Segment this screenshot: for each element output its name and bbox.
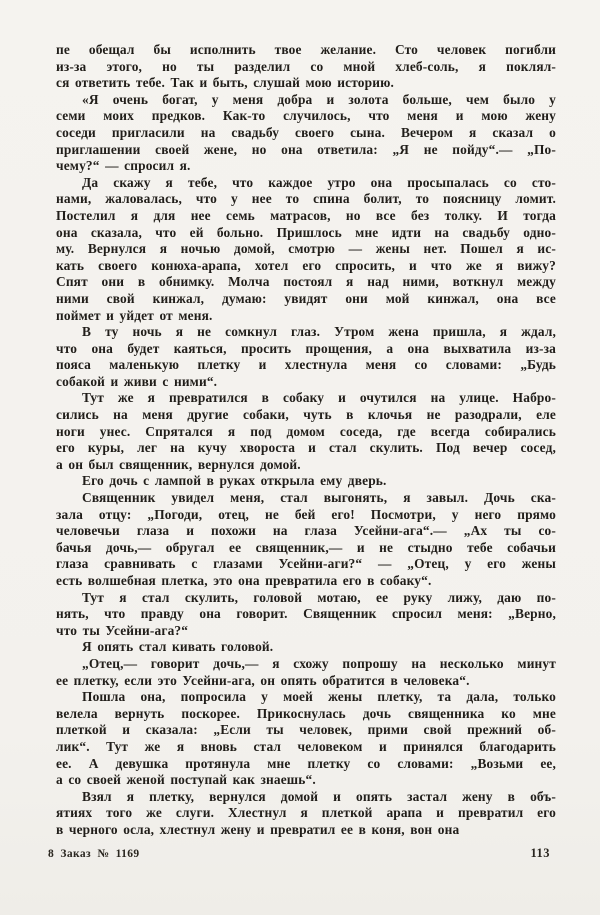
text-line: му. Вернулся я ночью домой, смотрю — жены нет. Пошел я ис- [56,241,556,257]
text-line: Священник увидел меня, стал выгонять, я завыл. Дочь ска- [82,490,556,506]
paragraph [56,390,556,473]
text-line: ее плетку, если это Усейни-ага, он опять обратится в человека“. [56,672,470,688]
text-line: а он был священник, вернулся домой. [56,456,301,472]
text-line: в черного осла, хлестнул жену и превратил ее в коня, вон она [56,821,460,837]
text-line: бачья дочь,— обругал ее священник,— и не стыдно тебе собачьи [56,539,556,555]
text-line: сились на меня другие собаки, чуть в клочья не разодрали, еле [56,407,556,423]
paragraph [56,92,556,175]
paragraph [56,689,556,789]
text-line: Постелил я для нее семь матрасов, но все без толку. И тогда [56,207,556,223]
text-line: она сказала, что ей больно. Пришлось мне идти на свадьбу одно- [56,224,556,240]
page-number: 113 [530,846,550,860]
text-line: плеткой и сказала: „Если ты человек, прими свой прежний об- [56,722,556,738]
text-line: поймет и уйдет от меня. [56,307,213,323]
paragraph [56,175,556,324]
text-line: лик“. Тут же я вновь стал человеком и принялся благодарить [56,738,556,754]
text-line: что ты Усейни-ага?“ [56,622,189,638]
text-line: кать своего конюха-арапа, хотел его спросить, и что же я вижу? [56,257,556,273]
text-line: Я опять стал кивать головой. [82,639,274,655]
text-line: Тут я стал скулить, головой мотаю, ее руку лижу, даю по- [82,589,556,605]
text-line: зала отцу: „Погоди, отец, не бей его! Посмотри, у него прямо [56,506,556,522]
text-line: а со своей женой поступай как знаешь“. [56,772,316,788]
paragraph [56,656,556,689]
text-line: В ту ночь я не сомкнул глаз. Утром жена пришла, я ждал, [82,324,556,340]
page-footer [48,846,550,861]
paragraph [56,490,556,590]
text-line: велела вернуть поскорее. Прикоснулась дочь священника ко мне [56,705,556,721]
text-line: «Я очень богат, у меня добра и золота больше, чем было у [82,91,556,107]
text-line: его куры, лег на кучу хвороста и стал скулить. Под вечер сосед, [56,440,556,456]
text-line: собакой и живи с ними“. [56,373,218,389]
text-line: ними свой кинжал, думаю: увидят они мой кинжал, она все [56,290,556,306]
text-line: ноги унес. Спрятался я под домом соседа, где всегда собирались [56,423,556,439]
text-line: соседи пригласили на свадьбу своего сына. Вечером я сказал о [56,124,556,140]
text-line: из-за этого, но ты разделил со мной хлеб-соль, я поклял- [56,58,556,74]
text-block [56,42,556,839]
text-line: есть волшебная плетка, это она превратила его в собаку“. [56,573,432,588]
text-line: пе обещал бы исполнить твое желание. Сто человек погибли [56,42,556,57]
paragraph [56,42,556,92]
paragraph [56,789,556,839]
text-line: ся ответить тебе. Так и быть, слушай мою историю. [56,75,394,91]
paragraph [56,324,556,390]
text-line: ее. А девушка протянула мне плетку со словами: „Возьми ее, [56,755,556,771]
text-line: ятиях того же слуги. Хлестнул я плеткой арапа и превратил его [56,805,556,821]
text-line: Его дочь с лампой в руках открыла ему дверь. [82,473,387,489]
text-line: Спят они в обнимку. Молча постоял я над ними, воткнул между [56,274,556,290]
text-line: Да скажу я тебе, что каждое утро она просыпалась со сто- [82,174,556,190]
text-line: приглашении своей жене, но она ответила: „Я не пойду“.— „По- [56,141,556,157]
text-line: чему?“ — спросил я. [56,158,191,174]
text-line: семи моих предков. Как-то случилось, что меня и мою жену [56,108,556,124]
text-line: Тут же я превратился в собаку и очутился на улице. Набро- [82,390,556,406]
paragraph [56,590,556,640]
text-line: человечьи глаза и похожи на глаза Усейни-ага“.— „Ах ты со- [56,523,556,539]
text-line: пояса маленькую плетку и хлестнула меня со словами: „Будь [56,357,556,373]
text-line: нять, что правду она говорит. Священник спросил меня: „Верно, [56,606,556,622]
text-line: что она будет каяться, просить прощения, а она выхватила из-за [56,340,556,356]
text-line: нами, жаловалась, что у нее то спина болит, то поясницу ломит. [56,191,556,207]
print-order-number: 8 Заказ № 1169 [48,848,140,860]
text-line: Взял я плетку, вернулся домой и опять застал жену в объ- [82,788,556,804]
text-line: глаза сравнивать с глазами Усейни-аги?“ — „Отец, у его жены [56,556,556,572]
text-line: „Отец,— говорит дочь,— я схожу попрошу на несколько минут [82,655,556,671]
text-line: Пошла она, попросила у моей жены плетку, та дала, только [82,689,556,705]
paragraph [56,639,556,656]
paragraph [56,473,556,490]
